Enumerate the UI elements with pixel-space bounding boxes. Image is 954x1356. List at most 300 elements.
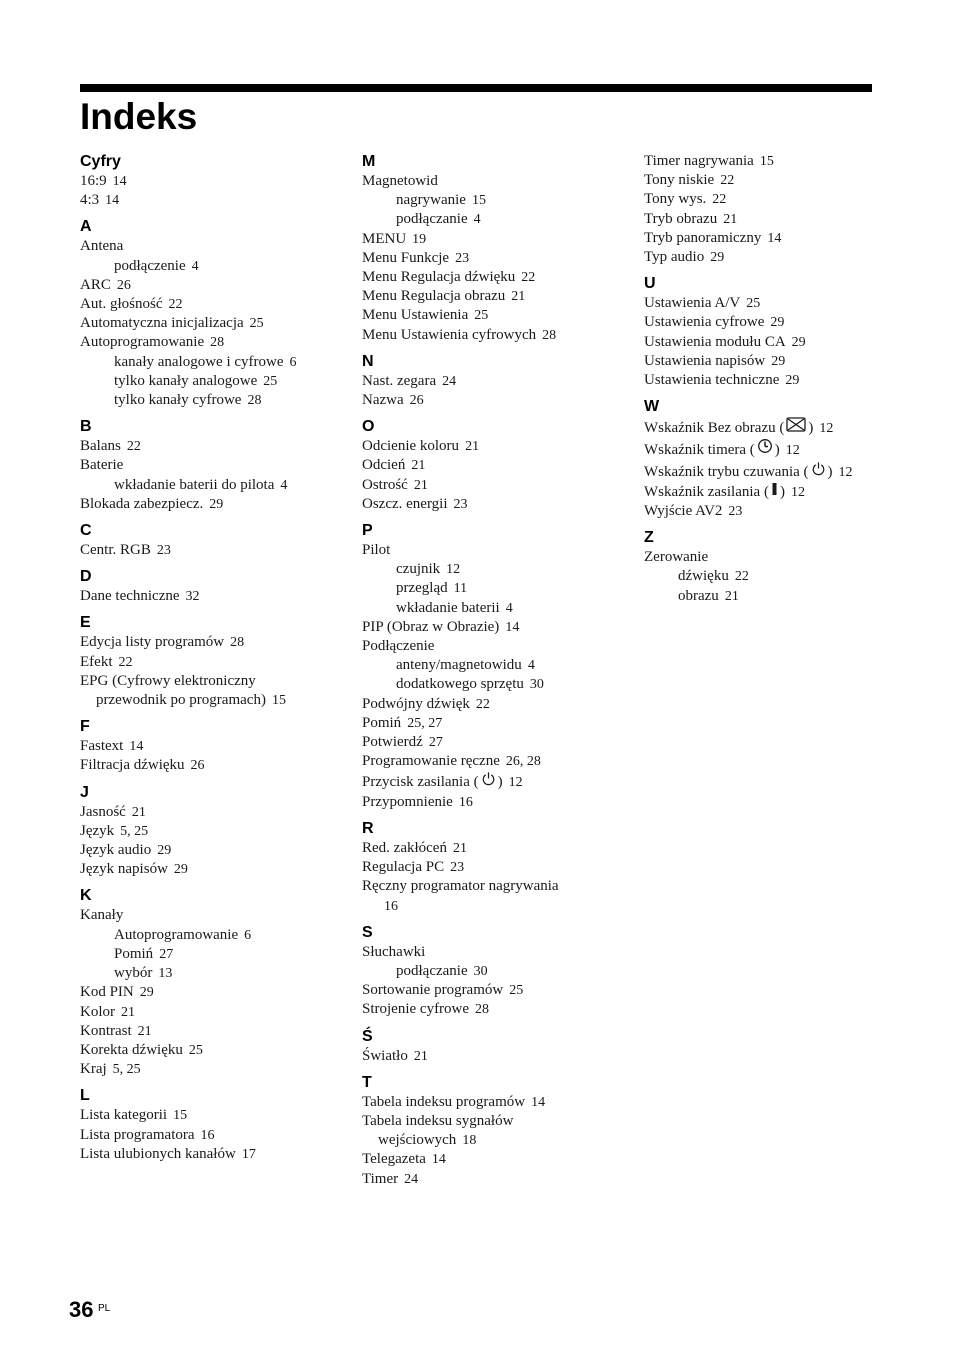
page-reference: 14 xyxy=(531,1094,546,1110)
entry-term: Timer xyxy=(362,1170,399,1187)
section-letter: N xyxy=(362,352,374,370)
entry-term: Menu Ustawienia cyfrowych xyxy=(362,326,537,343)
entry-term: podłączanie xyxy=(396,962,468,979)
entry-term: Magnetowid xyxy=(362,173,438,189)
section-letter: Ś xyxy=(362,1027,373,1045)
index-subentry xyxy=(644,567,884,586)
entry-term: Nazwa xyxy=(362,392,404,409)
index-entry xyxy=(80,191,320,210)
page-reference: 29 xyxy=(770,315,785,331)
page-reference: 4 xyxy=(280,477,288,493)
entry-term: Wyjście AV2 xyxy=(644,503,723,520)
index-entry xyxy=(80,822,320,841)
index-entry xyxy=(80,1145,320,1164)
page-reference: 15 xyxy=(271,693,286,709)
entry-term: Typ audio xyxy=(644,249,705,266)
page-reference: 29 xyxy=(785,373,800,389)
entry-term: wybór xyxy=(114,965,153,982)
entry-term: Tryb panoramiczny xyxy=(644,229,762,246)
entry-term: obrazu xyxy=(678,587,719,604)
index-column-1 xyxy=(80,152,320,1164)
entry-term: Tryb obrazu xyxy=(644,210,718,227)
entry-term: MENU xyxy=(362,230,407,247)
index-entry xyxy=(362,326,602,345)
page-reference: 29 xyxy=(710,250,725,266)
entry-term: Pomiń xyxy=(114,945,154,962)
entry-term: Red. zakłóceń xyxy=(362,839,447,856)
index-subentry xyxy=(362,599,602,618)
index-entry xyxy=(362,752,602,771)
entry-term: Podłączenie xyxy=(362,638,435,655)
page-reference: 24 xyxy=(404,1171,419,1187)
page-reference: 12 xyxy=(785,443,800,459)
entry-term: Kontrast xyxy=(80,1022,132,1039)
entry-term: Centr. RGB xyxy=(80,542,151,559)
page-reference: 24 xyxy=(442,373,457,389)
entry-term: Dane techniczne xyxy=(80,588,180,605)
index-entry xyxy=(644,229,884,248)
page-reference: 30 xyxy=(529,677,544,693)
entry-term: Odcienie koloru xyxy=(362,438,460,455)
page-reference: 21 xyxy=(413,1048,428,1064)
entry-term: Efekt xyxy=(80,653,113,670)
entry-term: Menu Regulacja dźwięku xyxy=(362,269,516,286)
page-reference: 21 xyxy=(413,477,428,493)
entry-term: Korekta dźwięku xyxy=(80,1041,183,1058)
entry-term-suffix: ) xyxy=(774,442,780,459)
section-letter: R xyxy=(362,819,374,837)
index-entry xyxy=(80,333,320,352)
page-reference: 16 xyxy=(384,898,398,914)
section-letter: Cyfry xyxy=(80,153,121,170)
index-entry xyxy=(644,438,884,460)
page-reference: 12 xyxy=(446,562,461,578)
entry-term: Ustawienia modułu CA xyxy=(644,333,786,350)
index-entry xyxy=(362,306,602,325)
page-reference: 21 xyxy=(137,1023,152,1039)
entry-term: Autoprogramowanie xyxy=(114,926,239,943)
index-entry xyxy=(644,210,884,229)
page-reference: 29 xyxy=(173,862,188,878)
index-entry xyxy=(80,756,320,775)
section-letter: A xyxy=(80,218,92,236)
page-reference: 19 xyxy=(412,231,427,247)
index-entry xyxy=(362,637,602,656)
index-entry xyxy=(362,1170,602,1189)
index-entry xyxy=(80,633,320,652)
page-reference: 16 xyxy=(200,1127,215,1143)
index-subentry xyxy=(644,587,884,606)
entry-term: EPG (Cyfrowy elektroniczny xyxy=(80,672,256,689)
page-reference: 14 xyxy=(105,193,120,209)
entry-term: dźwięku xyxy=(678,568,729,585)
page-reference: 17 xyxy=(241,1146,256,1162)
entry-term: Tony wys. xyxy=(644,191,707,208)
index-entry xyxy=(644,417,884,438)
page-reference: 25 xyxy=(474,308,489,324)
entry-term: Pomiń xyxy=(362,714,402,731)
index-subentry xyxy=(80,372,320,391)
index-entry xyxy=(80,906,320,925)
index-entry xyxy=(80,672,320,691)
entry-term: wkładanie baterii do pilota xyxy=(114,476,275,493)
entry-term: Aut. głośność xyxy=(80,296,163,313)
index-entry xyxy=(644,190,884,209)
page-reference: 4 xyxy=(473,212,481,228)
page-reference: 22 xyxy=(712,192,727,208)
entry-term: Kod PIN xyxy=(80,984,134,1001)
page-reference: 15 xyxy=(173,1108,188,1124)
page-reference: 26 xyxy=(116,277,131,293)
index-entry xyxy=(362,495,602,514)
index-column-2 xyxy=(362,152,602,1189)
page-reference: 18 xyxy=(462,1133,477,1149)
index-entry xyxy=(80,737,320,756)
page-reference: 14 xyxy=(112,174,127,189)
index-entry xyxy=(362,1112,602,1131)
entry-term: Autoprogramowanie xyxy=(80,334,205,351)
index-entry xyxy=(80,541,320,560)
index-entry xyxy=(80,983,320,1002)
page-reference: 16 xyxy=(458,794,473,810)
index-subentry xyxy=(362,191,602,210)
page-reference: 21 xyxy=(465,439,480,455)
index-entry xyxy=(80,1022,320,1041)
section-letter: L xyxy=(80,1087,90,1105)
index-column-3 xyxy=(644,152,884,606)
index-entry xyxy=(644,548,884,567)
language-code: PL xyxy=(98,1303,111,1314)
entry-term: Telegazeta xyxy=(362,1151,426,1168)
page-reference: 21 xyxy=(511,289,526,305)
section-letter: B xyxy=(80,418,92,436)
page-reference: 28 xyxy=(230,635,245,651)
entry-term: Potwierdź xyxy=(362,734,423,751)
entry-term: Regulacja PC xyxy=(362,859,445,876)
page-number: 36 xyxy=(69,1297,94,1322)
page-reference: 22 xyxy=(521,270,536,286)
section-letter: J xyxy=(80,783,89,801)
entry-term: Sortowanie programów xyxy=(362,982,504,999)
section-letter: P xyxy=(362,522,373,540)
section-letter: U xyxy=(644,275,656,293)
entry-term: nagrywanie xyxy=(396,192,466,209)
entry-term: Menu Regulacja obrazu xyxy=(362,288,506,305)
entry-term: Ustawienia techniczne xyxy=(644,372,780,389)
index-entry xyxy=(80,860,320,879)
page-reference: 13 xyxy=(158,966,173,982)
page-reference: 21 xyxy=(131,804,146,820)
entry-term: Język napisów xyxy=(80,861,168,878)
page-reference: 15 xyxy=(759,154,774,169)
page-reference: 23 xyxy=(453,496,468,512)
entry-term: Ustawienia A/V xyxy=(644,295,741,312)
index-subentry xyxy=(362,579,602,598)
page-reference: 25 xyxy=(188,1042,203,1058)
entry-term: Programowanie ręczne xyxy=(362,753,500,770)
index-entry xyxy=(80,495,320,514)
page-reference: 29 xyxy=(791,334,806,350)
entry-term: Lista ulubionych kanałów xyxy=(80,1145,236,1162)
index-subentry xyxy=(80,926,320,945)
entry-term: ARC xyxy=(80,276,111,293)
page-reference: 14 xyxy=(505,619,520,635)
page-reference: 28 xyxy=(247,393,262,409)
page-reference: 28 xyxy=(210,335,225,351)
index-subentry xyxy=(362,962,602,981)
index-subentry xyxy=(80,945,320,964)
page-reference: 22 xyxy=(168,297,183,313)
entry-term: Światło xyxy=(362,1047,408,1064)
page-reference: 26, 28 xyxy=(505,754,541,770)
index-entry xyxy=(80,1106,320,1125)
entry-term: Fastext xyxy=(80,738,124,755)
page-reference: 23 xyxy=(156,543,171,559)
page-reference: 22 xyxy=(126,439,141,455)
page-reference: 23 xyxy=(455,250,470,266)
index-entry xyxy=(362,1047,602,1066)
index-entry xyxy=(362,618,602,637)
page-reference: 5, 25 xyxy=(120,823,149,839)
page-reference: 12 xyxy=(838,464,853,480)
page-reference: 6 xyxy=(244,927,252,943)
index-entry xyxy=(362,981,602,1000)
entry-term: Przycisk zasilania ( xyxy=(362,774,479,791)
index-subentry xyxy=(80,391,320,410)
index-entry xyxy=(362,172,602,191)
index-entry xyxy=(80,1041,320,1060)
index-entry xyxy=(362,793,602,812)
index-entry xyxy=(362,771,602,792)
page-reference: 29 xyxy=(157,843,172,859)
index-entry xyxy=(80,237,320,256)
entry-term: Lista programatora xyxy=(80,1126,195,1143)
index-entry xyxy=(644,371,884,390)
entry-term: Edycja listy programów xyxy=(80,634,225,651)
entry-term: Kraj xyxy=(80,1061,107,1078)
index-entry xyxy=(362,897,602,916)
index-entry xyxy=(362,695,602,714)
index-subentry xyxy=(80,257,320,276)
index-entry xyxy=(362,391,602,410)
section-letter: F xyxy=(80,718,90,736)
index-subentry xyxy=(80,476,320,495)
entry-term: wejściowych xyxy=(378,1132,457,1149)
entry-term: Strojenie cyfrowe xyxy=(362,1001,470,1018)
page-reference: 4 xyxy=(527,658,535,674)
page-reference: 14 xyxy=(129,739,144,755)
index-entry xyxy=(644,152,884,171)
entry-term: Wskaźnik Bez obrazu ( xyxy=(644,420,785,437)
page-title: Indeks xyxy=(80,96,198,137)
page-reference: 21 xyxy=(411,458,426,474)
index-entry xyxy=(362,249,602,268)
page-reference: 23 xyxy=(450,860,465,876)
page-reference: 29 xyxy=(209,496,224,512)
index-subentry xyxy=(362,675,602,694)
entry-term: podłączenie xyxy=(114,257,186,274)
entry-term: anteny/magnetowidu xyxy=(396,657,522,674)
entry-term: Lista kategorii xyxy=(80,1107,168,1124)
entry-term: Ustawienia napisów xyxy=(644,352,766,369)
index-entry xyxy=(362,437,602,456)
entry-term: tylko kanały analogowe xyxy=(114,372,258,389)
page-reference: 12 xyxy=(790,484,805,500)
section-letter: M xyxy=(362,153,376,170)
entry-term: kanały analogowe i cyfrowe xyxy=(114,353,284,370)
page-reference: 14 xyxy=(767,230,782,246)
index-entry xyxy=(80,1060,320,1079)
page-reference: 23 xyxy=(728,504,743,520)
entry-term-suffix: ) xyxy=(497,774,503,791)
entry-term: Pilot xyxy=(362,542,391,559)
entry-term: Odcień xyxy=(362,457,406,474)
section-letter: C xyxy=(80,522,92,540)
section-letter: Z xyxy=(644,529,654,547)
index-entry xyxy=(644,171,884,190)
entry-term: Oszcz. energii xyxy=(362,495,448,512)
entry-term: Nast. zegara xyxy=(362,372,437,389)
page-reference: 28 xyxy=(475,1002,490,1018)
entry-term: przewodnik po programach) xyxy=(96,692,266,709)
index-entry xyxy=(644,461,884,482)
index-subentry xyxy=(362,560,602,579)
entry-term: Zerowanie xyxy=(644,549,709,566)
index-entry xyxy=(362,476,602,495)
no-picture-icon xyxy=(786,417,806,438)
index-entry xyxy=(80,295,320,314)
page-reference: 4 xyxy=(191,258,199,274)
index-entry xyxy=(362,1000,602,1019)
index-entry xyxy=(362,839,602,858)
index-entry xyxy=(80,172,320,191)
entry-term: Wskaźnik trybu czuwania ( xyxy=(644,463,809,480)
entry-term: Automatyczna inicjalizacja xyxy=(80,315,244,332)
index-entry xyxy=(80,803,320,822)
entry-term: wkładanie baterii xyxy=(396,599,500,616)
entry-term: Antena xyxy=(80,238,124,255)
page-reference: 29 xyxy=(771,353,786,369)
index-subentry xyxy=(362,210,602,229)
index-entry xyxy=(80,276,320,295)
index-entry xyxy=(644,482,884,502)
entry-term: Wskaźnik zasilania ( xyxy=(644,483,769,500)
section-letter: K xyxy=(80,887,92,905)
index-entry xyxy=(362,943,602,962)
page-reference: 21 xyxy=(452,840,467,856)
section-letter: T xyxy=(362,1073,372,1091)
page-reference: 21 xyxy=(724,588,739,604)
index-entry xyxy=(80,1126,320,1145)
page-reference: 25, 27 xyxy=(407,715,443,731)
index-entry xyxy=(644,294,884,313)
page-reference: 25 xyxy=(249,316,264,332)
page-reference: 21 xyxy=(723,211,738,227)
index-entry xyxy=(644,313,884,332)
page-reference: 26 xyxy=(190,758,205,774)
entry-term: Przypomnienie xyxy=(362,793,453,810)
entry-term: czujnik xyxy=(396,561,441,578)
page-reference: 25 xyxy=(509,983,524,999)
entry-term: Język audio xyxy=(80,842,152,859)
index-entry xyxy=(80,1003,320,1022)
index-entry xyxy=(362,541,602,560)
page-reference: 22 xyxy=(118,654,133,670)
entry-term: Podwójny dźwięk xyxy=(362,695,470,712)
entry-term: Blokada zabezpiecz. xyxy=(80,495,204,512)
entry-term: Wskaźnik timera ( xyxy=(644,442,755,459)
index-entry xyxy=(362,1150,602,1169)
index-entry xyxy=(362,287,602,306)
page-reference: 27 xyxy=(159,946,174,962)
section-letter: S xyxy=(362,923,373,941)
index-entry xyxy=(80,841,320,860)
page-reference: 25 xyxy=(263,373,278,389)
section-letter: D xyxy=(80,568,92,586)
page-reference: 25 xyxy=(746,296,761,312)
entry-term: Jasność xyxy=(80,803,126,820)
entry-term: Baterie xyxy=(80,457,124,474)
page-reference: 14 xyxy=(431,1152,446,1168)
section-letter: O xyxy=(362,418,375,436)
index-entry xyxy=(80,456,320,475)
section-letter: E xyxy=(80,614,91,632)
index-entry xyxy=(80,587,320,606)
index-entry xyxy=(644,333,884,352)
entry-term: tylko kanały cyfrowe xyxy=(114,392,242,409)
page-reference: 26 xyxy=(409,393,424,409)
entry-term: PIP (Obraz w Obrazie) xyxy=(362,618,500,635)
entry-term: Język xyxy=(80,822,115,839)
index-entry xyxy=(362,714,602,733)
entry-term: Kolor xyxy=(80,1003,115,1020)
index-entry xyxy=(362,230,602,249)
entry-term-suffix: ) xyxy=(808,420,814,437)
index-subentry xyxy=(80,964,320,983)
index-entry xyxy=(362,456,602,475)
timer-icon xyxy=(757,438,773,460)
page-reference: 28 xyxy=(542,327,557,343)
entry-term: przegląd xyxy=(396,580,448,597)
index-entry xyxy=(80,691,320,710)
title-rule xyxy=(80,84,872,92)
index-entry xyxy=(80,437,320,456)
entry-term: Menu Funkcje xyxy=(362,249,450,266)
page-reference: 6 xyxy=(289,354,297,370)
power-icon xyxy=(481,771,496,792)
index-entry xyxy=(362,1131,602,1150)
entry-term: Timer nagrywania xyxy=(644,153,754,169)
page-reference: 29 xyxy=(139,985,154,1001)
entry-term: Tony niskie xyxy=(644,172,715,189)
page-reference: 12 xyxy=(508,775,523,791)
index-entry xyxy=(362,372,602,391)
entry-term: Tabela indeksu sygnałów xyxy=(362,1112,514,1129)
entry-term: Ustawienia cyfrowe xyxy=(644,314,765,331)
page-reference: 15 xyxy=(471,193,486,209)
entry-term: dodatkowego sprzętu xyxy=(396,676,524,693)
page-reference: 11 xyxy=(453,581,468,597)
entry-term: Tabela indeksu programów xyxy=(362,1093,526,1110)
index-subentry xyxy=(362,656,602,675)
page-reference: 22 xyxy=(734,569,749,585)
page-reference: 21 xyxy=(121,1004,135,1020)
index-entry xyxy=(644,248,884,267)
entry-term: Ręczny programator nagrywania xyxy=(362,878,559,895)
entry-term-suffix: ) xyxy=(779,483,785,500)
entry-term: Ostrość xyxy=(362,476,408,493)
page-reference: 22 xyxy=(720,173,735,189)
